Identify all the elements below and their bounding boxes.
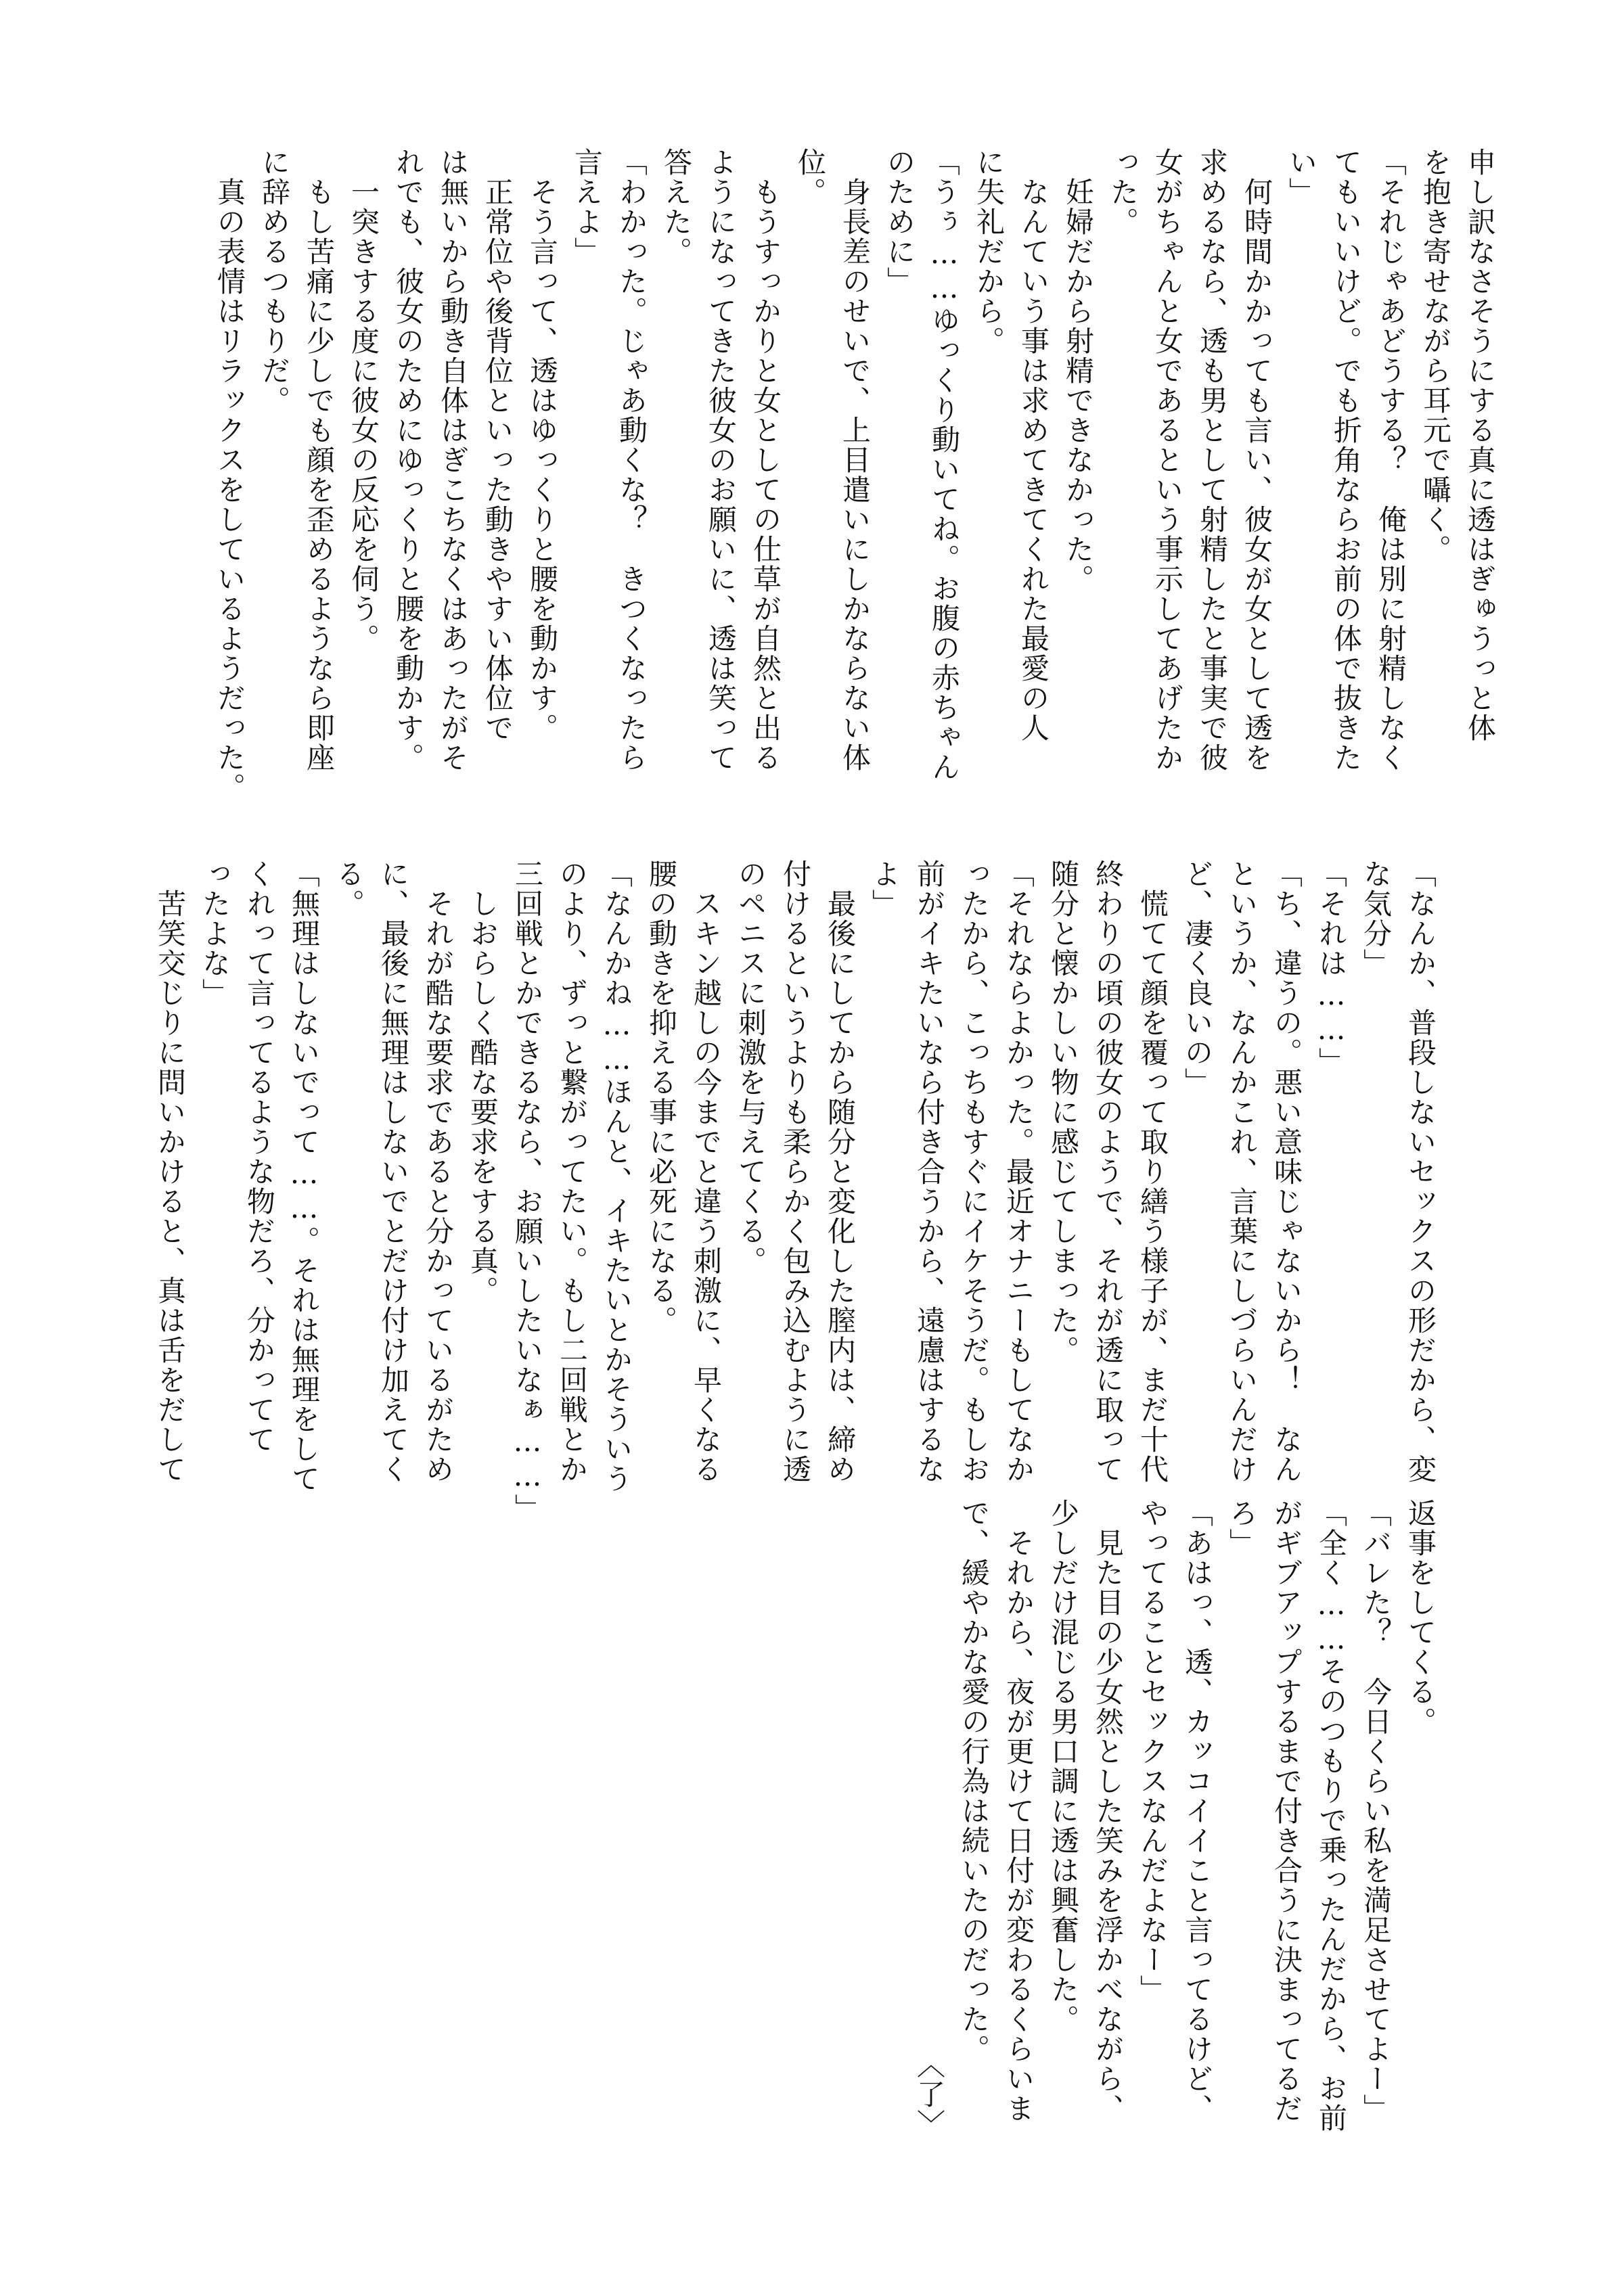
text-line: 「わかった。じゃあ動くな？ きつくなったら [615,147,648,773]
text-line: 慌てて顔を覆って取り繕う様子が、まだ十代 [1136,859,1169,1484]
text-line: 「うぅ……ゆっくり動いてね。お腹の赤ちゃん [928,147,961,782]
text-line: 妊婦だから射精できなかった。 [1062,147,1095,594]
text-block-middle [154,859,1443,1523]
text-line: る。 [332,859,365,919]
text-line: 正常位や後背位といった動きやすい体位で [481,147,514,743]
text-line: 見た目の少女然とした笑みを浮かべながら、 [1091,1498,1125,2123]
text-line: 言えよ」 [570,147,604,267]
text-line: 何時間かかっても言い、彼女が女として透を [1240,147,1273,773]
text-line: 付けるというよりも柔らかく包み込むように透 [779,859,812,1484]
text-line: それが酷な要求であると分かっているがため [422,859,455,1484]
text-line: 真の表情はリラックスをしているようだった。 [213,147,246,802]
text-line: 随分と懐かしい物に感じてしまった。 [1047,859,1080,1365]
text-line: は無いから動き自体はぎこちなくはあったがそ [436,147,470,773]
text-line: った。 [1106,147,1140,237]
text-line: 腰の動きを抑える事に必死になる。 [645,859,678,1335]
text-line: 女がちゃんと女であるという事示してあげたか [1151,147,1184,773]
end-mark: 〈了〉 [913,1498,946,2139]
text-line: 「なんか、普段しないセックスの形だから、変 [1404,859,1437,1484]
text-line: を抱き寄せながら耳元で囁く。 [1419,147,1452,564]
text-line: 一突きする度に彼女の反応を伺う。 [347,147,380,653]
text-line: ようになってきた彼女のお願いに、透は笑って [704,147,738,773]
text-line: 「あはっ、透、カッコイイこと言ってるけど、 [1181,1498,1214,2123]
text-line: 少しだけ混じる男口調に透は興奮した。 [1047,1498,1080,2034]
text-line: くれって言ってるような物だろ、分かってて [243,859,276,1454]
text-line: 「それは……」 [1315,859,1348,1077]
text-line: れでも、彼女のためにゆっくりと腰を動かす。 [392,147,425,773]
text-line: 答えた。 [660,147,693,267]
text-line: 「無理はしないでって……。それは無理をして [288,859,321,1494]
text-line: ったから、こっちもすぐにイケそうだ。もしお [957,859,991,1484]
text-line: それから、夜が更けて日付が変わるくらいま [1002,1498,1035,2123]
text-line: もうすっかりと女としての仕草が自然と出る [749,147,782,773]
text-line: 終わりの頃の彼女のようで、それが透に取って [1091,859,1125,1484]
text-line: 「それじゃあどうする？ 俺は別に射精しなく [1374,147,1407,773]
text-line: 「ち、違うの。悪い意味じゃないから！ なん [1270,859,1303,1484]
text-line: てもいいけど。でも折角ならお前の体で抜きた [1330,147,1363,773]
text-line: 求めるなら、透も男として射精したと事実で彼 [1196,147,1229,773]
text-line: ろ」 [1225,1498,1259,1558]
text-line: 前がイキたいなら付き合うから、遠慮はするな [913,859,946,1484]
text-line: そう言って、透はゆっくりと腰を動かす。 [526,147,559,743]
text-line: なんていう事は求めてきてくれた最愛の人 [1017,147,1050,743]
text-line: もし苦痛に少しでも顔を歪めるようなら即座 [302,147,336,773]
text-line: 三回戦とかできるなら、お願いしたいなぁ……」 [511,859,544,1523]
text-line: ったよな」 [198,859,231,1008]
text-line: 「なんかね……ほんと、イキたいとかそういう [600,859,633,1494]
text-line: 身長差のせいで、上目遣いにしかならない体 [838,147,872,773]
text-line: というか、なんかこれ、言葉にしづらいんだけ [1225,859,1259,1484]
text-line: のために」 [883,147,916,296]
text-line: な気分」 [1359,859,1393,978]
text-line: 申し訳なさそうにする真に透はぎゅうっと体 [1464,147,1497,743]
text-line: がギブアップするまで付き合うに決まってるだ [1270,1498,1303,2123]
text-line: のより、ずっと繋がってたい。もし二回戦とか [556,859,589,1484]
text-line: 「バレた？ 今日くらい私を満足させてよー」 [1359,1498,1393,2123]
text-line: に辞めるつもりだ。 [258,147,291,415]
text-line: 「全く……そのつもりで乗ったんだから、お前 [1315,1498,1348,2133]
text-line: よ」 [868,859,901,919]
text-line: 苦笑交じりに問いかけると、真は舌をだして [154,859,187,1484]
text-line: い」 [1285,147,1318,207]
text-line: 最後にしてから随分と変化した膣内は、締め [824,859,857,1484]
text-line: で、緩やかな愛の行為は続いたのだった。 [957,1498,991,2064]
text-line: ど、凄く良いの」 [1181,859,1214,1097]
text-block-bottom [780,1498,1443,2161]
text-block-top [213,147,1502,865]
text-line: に失礼だから。 [972,147,1006,356]
text-line: のペニスに刺激を与えてくる。 [734,859,767,1276]
text-line: スキン越しの今までと違う刺激に、早くなる [690,859,723,1484]
text-line: 位。 [794,147,827,207]
text-line: しおらしく酷な要求をする真。 [466,859,499,1306]
text-line: に、最後に無理はしないでとだけ付け加えてく [377,859,410,1484]
text-line: やってることセックスなんだよなー」 [1136,1498,1169,2004]
text-line: 返事をしてくる。 [1404,1498,1437,1737]
text-line: 「それならよかった。最近オナニーもしてなか [1002,859,1035,1484]
